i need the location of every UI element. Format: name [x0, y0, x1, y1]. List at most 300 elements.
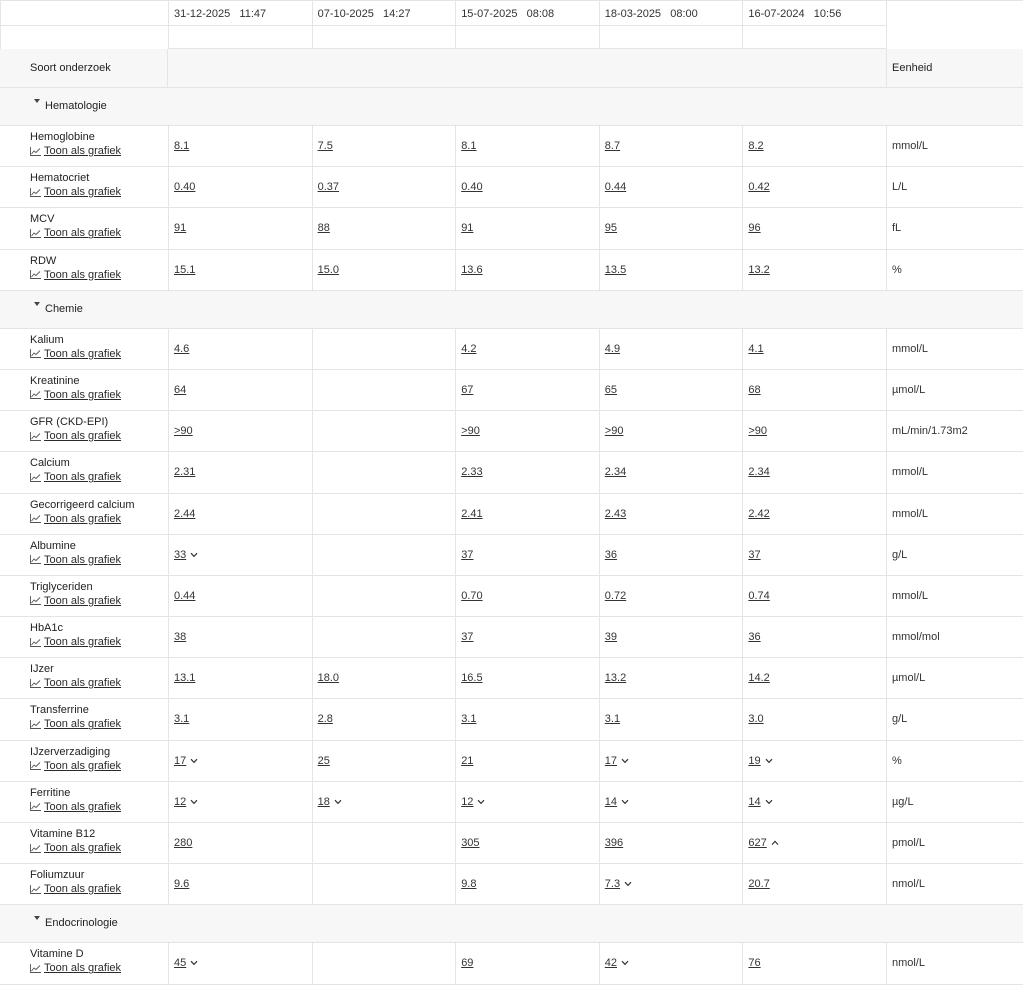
unit-cell: pmol/L [886, 823, 1023, 864]
date-header-empty [0, 0, 168, 26]
unit-cell: mmol/L [886, 576, 1023, 617]
result-value[interactable]: 3.1 [604, 713, 621, 726]
result-value[interactable]: 3.1 [461, 713, 477, 726]
result-value[interactable]: 0.44 [174, 589, 196, 602]
result-value[interactable]: 36 [748, 631, 761, 644]
date-column-4[interactable]: 18-03-2025 08:00 [599, 0, 743, 26]
show-graph-link[interactable] [30, 841, 121, 855]
show-graph-link[interactable] [30, 961, 121, 975]
result-cell [599, 167, 743, 208]
result-cell [455, 494, 599, 535]
test-name: Gecorrigeerd calcium [30, 498, 135, 511]
result-cell [312, 452, 456, 493]
test-name: Foliumzuur [30, 869, 85, 882]
result-cell [312, 250, 456, 291]
result-value[interactable]: 13.2 [748, 263, 770, 276]
test-name: Vitamine B12 [30, 828, 96, 840]
result-value[interactable]: 2.41 [461, 507, 483, 520]
result-cell [455, 370, 599, 411]
result-value[interactable]: 0.42 [748, 181, 770, 194]
line-chart-icon [30, 390, 41, 399]
show-graph-label: Toon als grafiek [44, 388, 122, 401]
result-cell [168, 741, 312, 782]
unit-cell: mmol/L [886, 452, 1023, 493]
result-cell [742, 823, 886, 864]
show-graph-label: Toon als grafiek [44, 677, 122, 690]
show-graph-link[interactable] [30, 347, 121, 361]
result-cell [455, 452, 599, 493]
result-value[interactable]: 38 [174, 631, 187, 644]
result-cell [599, 782, 743, 823]
result-value[interactable]: 37 [461, 631, 474, 644]
unit-cell: mL/min/1.73m2 [886, 411, 1023, 452]
result-value[interactable]: 2.34 [748, 466, 770, 479]
result-value[interactable]: 17 [604, 754, 618, 767]
unit-cell: nmol/L [886, 864, 1023, 905]
result-cell [599, 699, 743, 740]
result-cell [742, 411, 886, 452]
line-chart-icon [30, 679, 41, 688]
result-cell [599, 741, 743, 782]
test-column-header: Soort onderzoek [0, 49, 168, 88]
result-value[interactable]: 88 [317, 222, 330, 235]
result-cell [742, 741, 886, 782]
show-graph-link[interactable] [30, 676, 121, 690]
result-value[interactable]: 4.9 [604, 342, 621, 355]
line-chart-icon [30, 514, 41, 523]
chevron-down-icon [621, 799, 629, 805]
result-value[interactable]: 9.8 [461, 878, 477, 891]
test-name-cell [0, 741, 168, 782]
result-value[interactable]: 14 [748, 795, 761, 808]
subheader-cell-3 [455, 26, 599, 49]
test-row [0, 741, 1023, 782]
result-value[interactable]: 45 [174, 957, 187, 970]
result-cell [168, 167, 312, 208]
result-value[interactable]: >90 [174, 425, 193, 438]
show-graph-label: Toon als grafiek [44, 842, 122, 854]
chevron-down-icon [621, 758, 629, 764]
subheader-cell-1 [168, 26, 312, 49]
test-name-cell [0, 494, 168, 535]
chevron-down-icon [477, 799, 485, 805]
show-graph-link[interactable] [30, 512, 121, 526]
result-cell [312, 126, 456, 167]
result-cell [599, 370, 743, 411]
line-chart-icon [30, 802, 41, 811]
caret-down-icon[interactable] [34, 916, 40, 920]
result-value[interactable]: 18.0 [317, 672, 340, 685]
line-chart-icon [30, 147, 41, 156]
result-cell [312, 658, 456, 699]
chevron-down-icon [624, 881, 632, 887]
result-cell [455, 250, 599, 291]
result-cell [742, 167, 886, 208]
result-value[interactable]: 64 [174, 383, 187, 396]
result-cell [599, 864, 743, 905]
test-name-cell [0, 535, 168, 576]
unit-cell: µg/L [886, 782, 1023, 823]
result-value[interactable]: 19 [748, 754, 761, 767]
show-graph-link[interactable] [30, 470, 121, 484]
result-cell [455, 208, 599, 249]
subheader-cell-4 [599, 26, 743, 49]
result-cell [168, 250, 312, 291]
result-value[interactable]: 7.3 [604, 878, 621, 891]
show-graph-link[interactable] [30, 553, 121, 567]
result-value[interactable]: 2.8 [317, 713, 333, 726]
result-value[interactable]: 37 [748, 548, 761, 561]
test-name: Triglyceriden [30, 580, 93, 593]
result-value[interactable]: 15.0 [317, 263, 340, 276]
test-row [0, 864, 1023, 905]
show-graph-label: Toon als grafiek [44, 186, 122, 199]
result-cell [455, 864, 599, 905]
result-cell [455, 167, 599, 208]
test-row [0, 576, 1023, 617]
result-cell [455, 411, 599, 452]
test-name-cell [0, 943, 168, 984]
line-chart-icon [30, 229, 41, 238]
result-cell [168, 658, 312, 699]
result-cell [168, 823, 312, 864]
unit-column-header: Eenheid [886, 49, 1023, 88]
show-graph-link[interactable] [30, 429, 121, 443]
test-name-cell [0, 823, 168, 864]
result-value[interactable]: 2.33 [461, 466, 483, 479]
result-value[interactable]: 39 [604, 631, 618, 644]
result-value[interactable]: 9.6 [174, 878, 190, 891]
result-cell [168, 576, 312, 617]
show-graph-label: Toon als grafiek [44, 553, 122, 566]
result-cell [599, 494, 743, 535]
line-chart-icon [30, 473, 41, 482]
show-graph-label: Toon als grafiek [44, 883, 122, 896]
caret-down-icon[interactable] [34, 99, 40, 103]
result-value[interactable]: 280 [174, 837, 193, 849]
line-chart-icon [30, 844, 41, 853]
group-title: Endocrinologie [45, 917, 118, 930]
test-name: Hemoglobine [30, 131, 95, 143]
result-value[interactable]: 2.31 [174, 466, 196, 479]
unit-cell: L/L [886, 167, 1023, 208]
result-value[interactable]: 96 [748, 222, 761, 235]
result-cell [742, 250, 886, 291]
unit-cell: % [886, 250, 1023, 291]
result-value[interactable]: 17 [174, 754, 187, 767]
result-cell [599, 617, 743, 658]
test-name: Kalium [30, 333, 64, 346]
result-cell [599, 126, 743, 167]
result-value[interactable]: 2.42 [748, 507, 770, 520]
result-value[interactable]: 396 [604, 837, 624, 849]
show-graph-label: Toon als grafiek [44, 718, 122, 731]
result-value[interactable]: 68 [748, 383, 761, 396]
result-cell [455, 658, 599, 699]
result-value[interactable]: 0.37 [317, 181, 340, 194]
result-value[interactable]: 8.7 [604, 140, 621, 152]
result-value[interactable]: 20.7 [748, 878, 770, 891]
result-value[interactable]: 14 [604, 795, 618, 808]
result-value[interactable]: 16.5 [461, 672, 483, 685]
test-row [0, 370, 1023, 411]
result-groups [0, 88, 1023, 985]
show-graph-label: Toon als grafiek [44, 227, 122, 240]
unit-cell: nmol/L [886, 943, 1023, 984]
result-value[interactable]: 42 [604, 957, 618, 970]
test-row [0, 535, 1023, 576]
result-cell [599, 576, 743, 617]
result-value[interactable]: 14.2 [748, 672, 770, 685]
line-chart-icon [30, 885, 41, 894]
result-cell [599, 411, 743, 452]
column-header-row [0, 49, 1023, 88]
result-cell [742, 658, 886, 699]
result-value[interactable]: 8.2 [748, 140, 764, 152]
result-cell [599, 452, 743, 493]
result-value[interactable]: 13.2 [604, 672, 627, 685]
test-name-cell [0, 126, 168, 167]
result-value[interactable]: 3.0 [748, 713, 764, 726]
result-cell [742, 452, 886, 493]
result-value[interactable]: 3.1 [174, 713, 190, 726]
show-graph-label: Toon als grafiek [44, 962, 122, 975]
test-row [0, 411, 1023, 452]
result-cell [312, 535, 456, 576]
test-name: Calcium [30, 457, 70, 470]
result-cell [742, 370, 886, 411]
show-graph-label: Toon als grafiek [44, 636, 122, 649]
group-header-row[interactable] [0, 88, 1023, 126]
line-chart-icon [30, 596, 41, 605]
date-subheader-row [0, 26, 1023, 49]
result-value[interactable]: 0.40 [174, 181, 196, 194]
result-cell [168, 370, 312, 411]
subheader-empty [0, 26, 168, 49]
chevron-down-icon [190, 758, 198, 764]
result-cell [168, 452, 312, 493]
result-value[interactable]: >90 [748, 425, 768, 438]
result-cell [599, 658, 743, 699]
values-column-header [168, 49, 886, 87]
result-value[interactable]: 13.6 [461, 263, 483, 276]
unit-cell: g/L [886, 699, 1023, 740]
result-cell [312, 741, 456, 782]
unit-cell: µmol/L [886, 658, 1023, 699]
test-row [0, 329, 1023, 370]
show-graph-link[interactable] [30, 388, 121, 402]
result-value[interactable]: 12 [461, 795, 474, 808]
result-value[interactable]: >90 [461, 425, 480, 438]
show-graph-link[interactable] [30, 185, 121, 199]
show-graph-link[interactable] [30, 759, 121, 773]
result-value[interactable]: 67 [461, 383, 474, 396]
result-value[interactable]: 8.1 [461, 140, 477, 152]
result-value[interactable]: 4.2 [461, 342, 477, 355]
show-graph-label: Toon als grafiek [44, 430, 122, 443]
result-value[interactable]: 91 [461, 222, 474, 235]
chevron-down-icon [621, 960, 629, 966]
result-cell [168, 617, 312, 658]
result-value[interactable]: 15.1 [174, 263, 196, 276]
date-column-2[interactable]: 07-10-2025 14:27 [312, 0, 456, 26]
result-cell [455, 535, 599, 576]
chevron-down-icon [765, 758, 773, 764]
result-value[interactable]: 0.72 [604, 589, 627, 602]
result-value[interactable]: 76 [748, 957, 761, 970]
test-row [0, 823, 1023, 864]
group-title: Chemie [45, 302, 83, 315]
caret-down-icon[interactable] [34, 302, 40, 306]
show-graph-link[interactable] [30, 717, 121, 731]
result-cell [455, 126, 599, 167]
result-cell [742, 864, 886, 905]
test-name: Vitamine D [30, 948, 84, 961]
date-column-1[interactable]: 31-12-2025 11:47 [168, 0, 312, 26]
result-value[interactable]: 7.5 [317, 140, 333, 152]
test-row [0, 250, 1023, 291]
result-value[interactable]: 36 [604, 548, 618, 561]
chevron-down-icon [190, 552, 198, 558]
show-graph-link[interactable] [30, 144, 121, 158]
show-graph-link[interactable] [30, 635, 121, 649]
test-name-cell [0, 329, 168, 370]
test-name: Albumine [30, 539, 76, 552]
result-value[interactable]: 37 [461, 548, 474, 561]
result-value[interactable]: 0.44 [604, 181, 627, 194]
show-graph-link[interactable] [30, 882, 121, 896]
line-chart-icon [30, 964, 41, 973]
test-name-cell [0, 452, 168, 493]
result-value[interactable]: 21 [461, 754, 474, 767]
result-value[interactable]: 13.5 [604, 263, 627, 276]
result-cell [312, 329, 456, 370]
result-value[interactable]: >90 [604, 425, 624, 438]
line-chart-icon [30, 432, 41, 441]
test-row [0, 126, 1023, 167]
result-value[interactable]: 25 [317, 754, 330, 767]
line-chart-icon [30, 761, 41, 770]
show-graph-link[interactable] [30, 800, 121, 814]
result-cell [455, 741, 599, 782]
result-value[interactable]: 95 [604, 222, 618, 235]
test-row [0, 452, 1023, 493]
result-cell [742, 617, 886, 658]
result-value[interactable]: 4.6 [174, 342, 190, 355]
result-value[interactable]: 65 [604, 383, 618, 396]
result-value[interactable]: 4.1 [748, 342, 764, 355]
test-name-cell [0, 250, 168, 291]
unit-cell: mmol/L [886, 126, 1023, 167]
show-graph-link[interactable] [30, 268, 121, 282]
show-graph-link[interactable] [30, 226, 121, 240]
test-name-cell [0, 864, 168, 905]
test-name-cell [0, 699, 168, 740]
result-cell [599, 535, 743, 576]
line-chart-icon [30, 349, 41, 358]
result-cell [742, 494, 886, 535]
test-row [0, 208, 1023, 249]
result-cell [455, 782, 599, 823]
result-cell [742, 329, 886, 370]
unit-cell: mmol/L [886, 329, 1023, 370]
show-graph-link[interactable] [30, 594, 121, 608]
result-value[interactable]: 0.74 [748, 589, 770, 602]
date-column-3[interactable]: 15-07-2025 08:08 [455, 0, 599, 26]
result-value[interactable]: 2.34 [604, 466, 627, 479]
result-cell [455, 943, 599, 984]
result-cell [742, 535, 886, 576]
result-cell [599, 943, 743, 984]
unit-cell: g/L [886, 535, 1023, 576]
test-name-cell [0, 576, 168, 617]
result-cell [168, 126, 312, 167]
test-name-cell [0, 658, 168, 699]
result-cell [312, 167, 456, 208]
result-value[interactable]: 18 [317, 795, 330, 808]
result-value[interactable]: 69 [461, 957, 474, 970]
result-value[interactable]: 2.44 [174, 507, 196, 520]
result-value[interactable]: 33 [174, 548, 187, 561]
subheader-cell-5 [742, 26, 886, 49]
result-cell [455, 329, 599, 370]
result-cell [168, 329, 312, 370]
date-column-5[interactable]: 16-07-2024 10:56 [742, 0, 886, 26]
result-cell [455, 617, 599, 658]
result-value[interactable]: 8.1 [174, 140, 190, 152]
result-value[interactable]: 0.70 [461, 589, 483, 602]
test-name: HbA1c [30, 622, 64, 635]
result-cell [455, 823, 599, 864]
result-cell [742, 782, 886, 823]
chevron-down-icon [765, 799, 773, 805]
group-header-row[interactable] [0, 291, 1023, 329]
test-name: Ferritine [30, 786, 71, 799]
result-cell [312, 823, 456, 864]
result-cell [312, 576, 456, 617]
result-value[interactable]: 12 [174, 795, 187, 808]
result-cell [168, 535, 312, 576]
test-name: IJzer [30, 663, 54, 676]
test-name-cell [0, 208, 168, 249]
result-value[interactable]: 627 [748, 837, 767, 849]
show-graph-label: Toon als grafiek [44, 268, 122, 281]
result-cell [312, 208, 456, 249]
result-cell [312, 411, 456, 452]
test-name: Kreatinine [30, 374, 80, 387]
chevron-up-icon [771, 840, 779, 846]
test-name: Hematocriet [30, 172, 90, 185]
result-cell [455, 576, 599, 617]
date-header-row [0, 0, 1023, 26]
test-name: GFR (CKD-EPI) [30, 416, 109, 429]
result-value[interactable]: 2.43 [604, 507, 627, 520]
line-chart-icon [30, 270, 41, 279]
result-value[interactable]: 0.40 [461, 181, 483, 194]
show-graph-label: Toon als grafiek [44, 471, 122, 484]
group-title: Hematologie [45, 100, 107, 112]
group-header-row[interactable] [0, 905, 1023, 943]
test-row [0, 494, 1023, 535]
test-name: IJzerverzadiging [30, 745, 111, 758]
result-value[interactable]: 13.1 [174, 672, 196, 685]
result-value[interactable]: 91 [174, 222, 187, 235]
test-name-cell [0, 411, 168, 452]
test-name: MCV [30, 213, 55, 226]
show-graph-label: Toon als grafiek [44, 347, 122, 360]
result-cell [742, 943, 886, 984]
result-value[interactable]: 305 [461, 837, 480, 849]
